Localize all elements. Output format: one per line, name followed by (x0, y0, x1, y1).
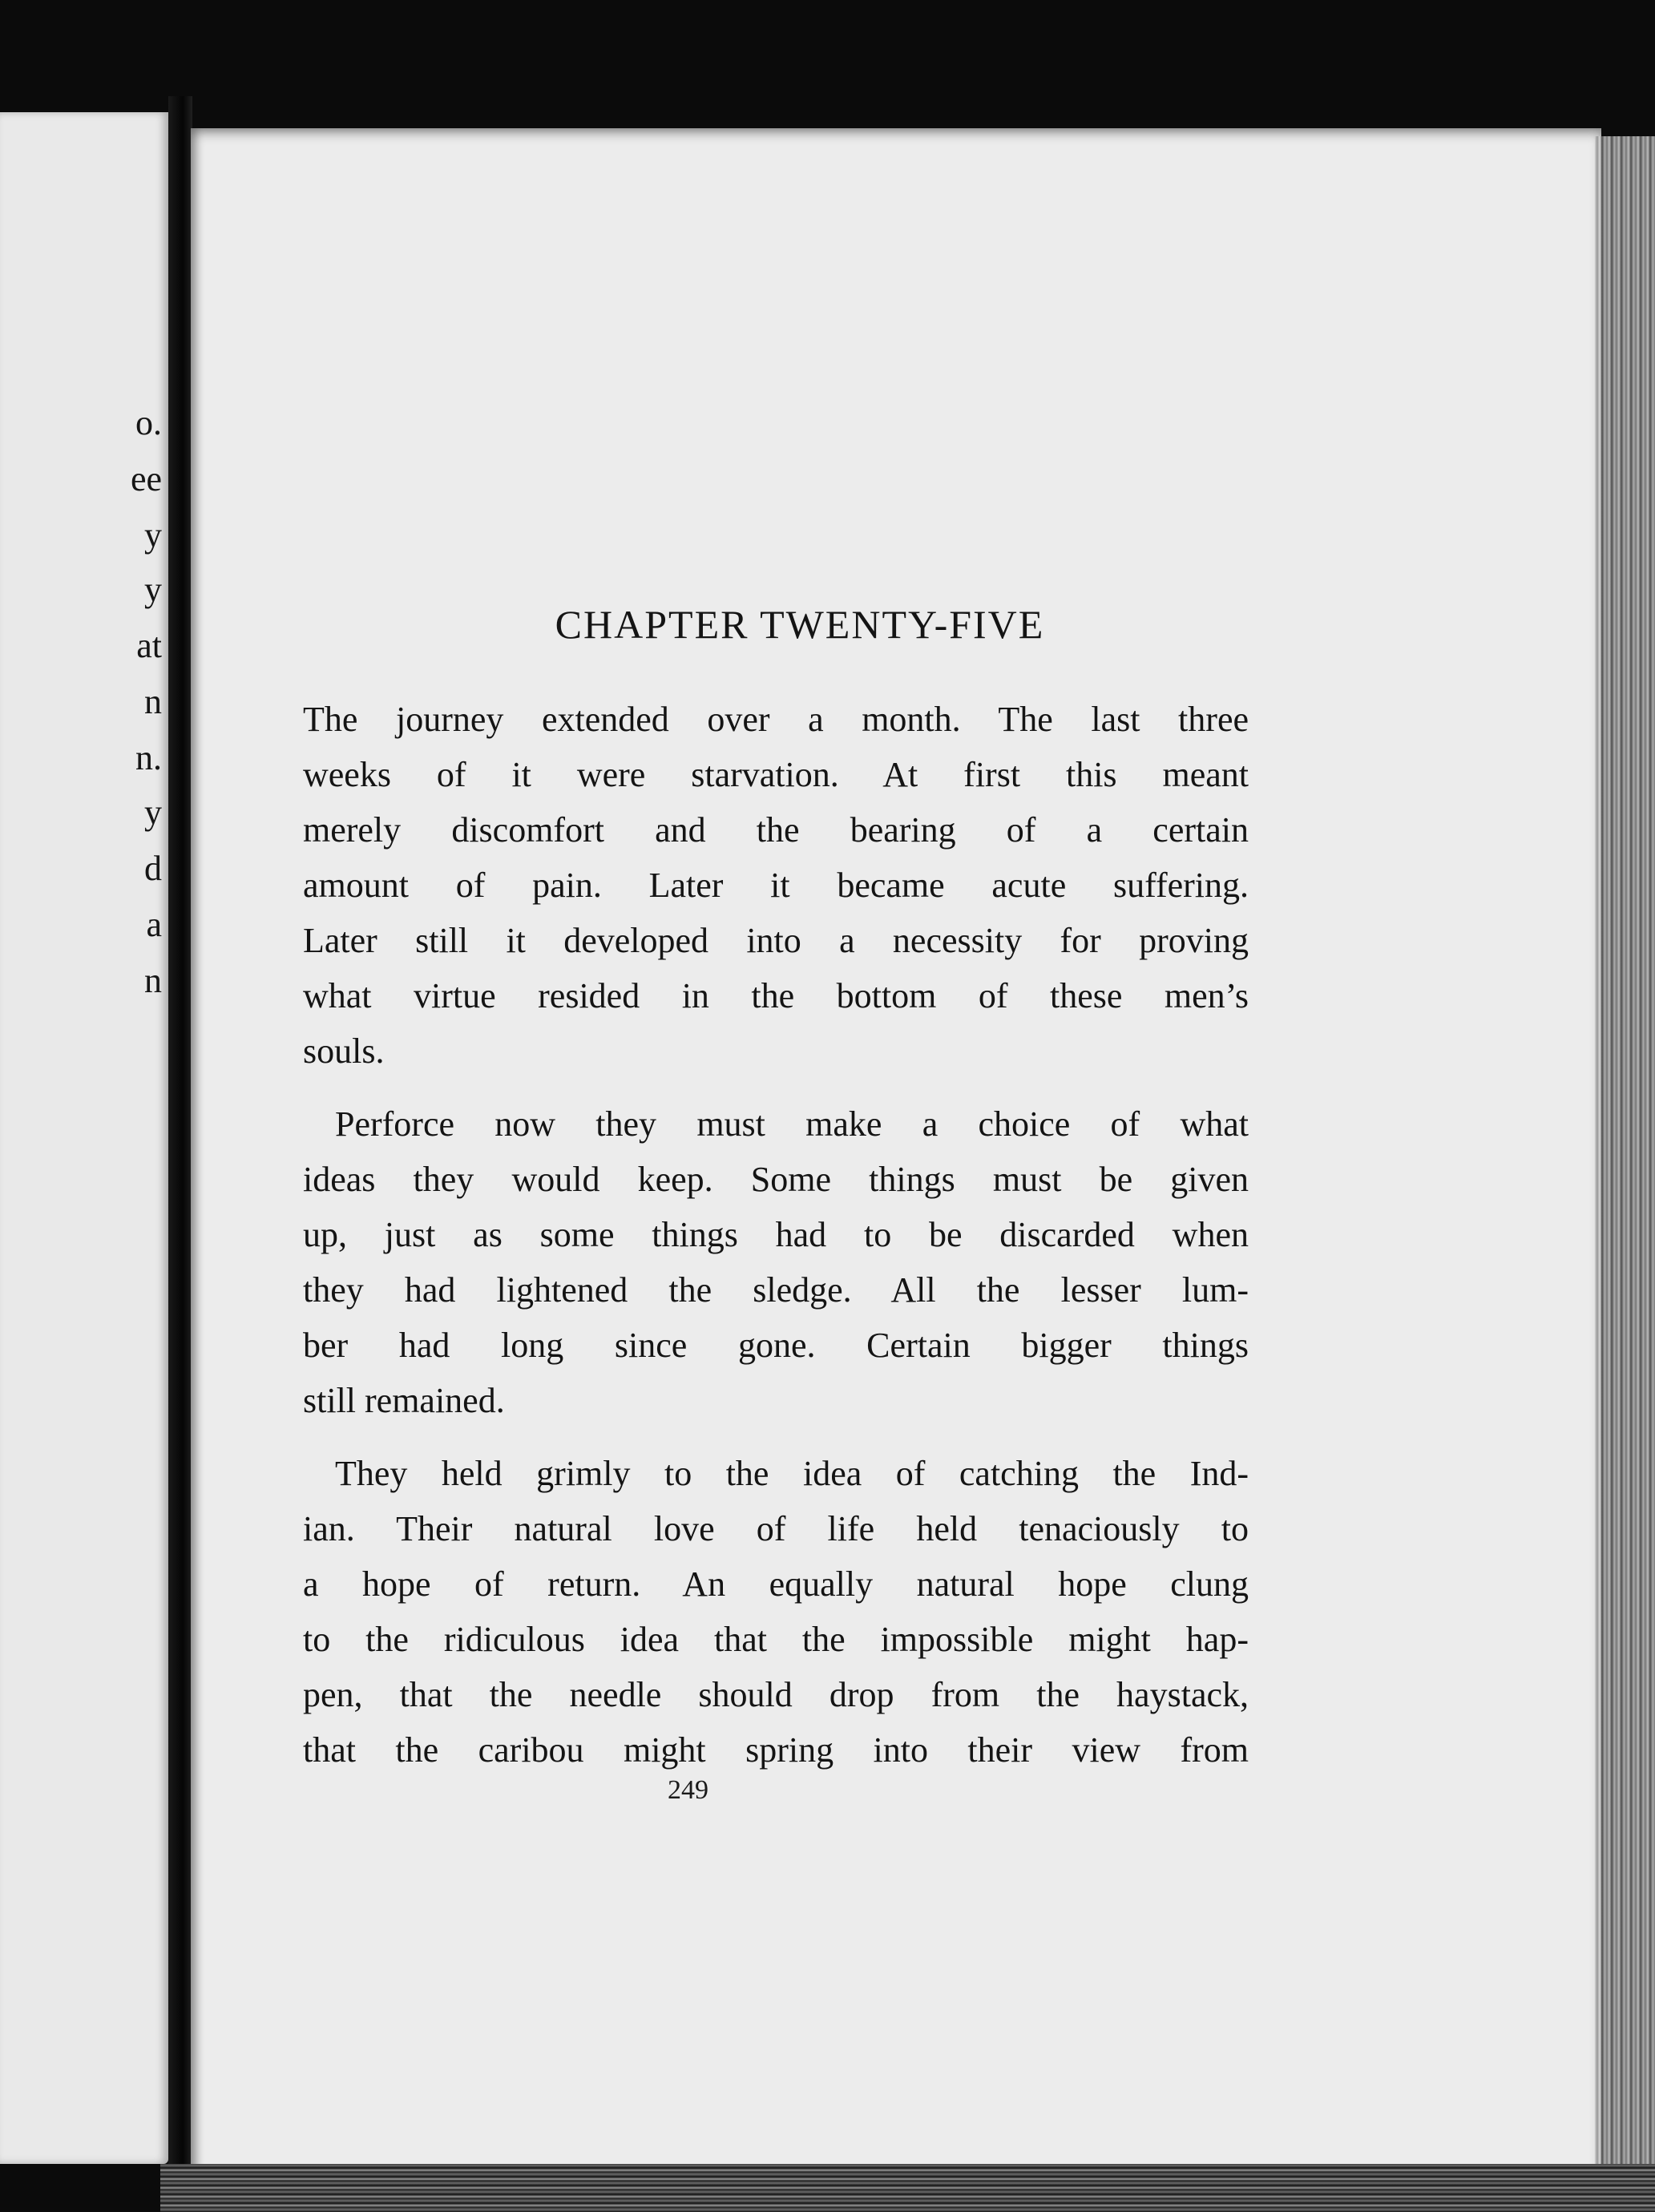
text-line: Later still it developed into a necessity for proving (303, 921, 1249, 960)
facing-page-fragment: y (144, 793, 162, 832)
text-line: to the ridiculous idea that the impossible might hap- (303, 1620, 1249, 1659)
book-gutter (168, 96, 192, 2180)
page-text-block (303, 601, 1249, 1795)
text-line: ber had long since gone. Certain bigger things (303, 1326, 1249, 1365)
page-edges-right (1595, 136, 1655, 2188)
page-edges-bottom (160, 2164, 1655, 2212)
facing-page-left (0, 112, 168, 2164)
text-line: Perforce now they must make a choice of what (335, 1104, 1249, 1144)
text-line: they had lightened the sledge. All the lesser lum- (303, 1270, 1249, 1310)
text-line: still remained. (303, 1381, 505, 1420)
text-line: ideas they would keep. Some things must be given (303, 1160, 1249, 1199)
paragraph (303, 692, 1249, 1079)
facing-page-fragment: d (144, 849, 162, 888)
text-line: a hope of return. An equally natural hope clung (303, 1564, 1249, 1604)
facing-page-fragment: a (146, 905, 162, 944)
facing-page-fragment: n (144, 682, 162, 721)
text-line: amount of pain. Later it became acute suffering. (303, 866, 1249, 905)
paragraph (303, 1096, 1249, 1428)
facing-page-fragment: n. (135, 738, 162, 777)
text-line: what virtue resided in the bottom of these men’s (303, 976, 1249, 1015)
facing-page-fragment: o. (135, 403, 162, 442)
text-line: souls. (303, 1031, 385, 1071)
facing-page-fragment: y (144, 570, 162, 609)
text-line: ian. Their natural love of life held tenaciously to (303, 1509, 1249, 1548)
paragraph (303, 1446, 1249, 1778)
facing-page-fragment: ee (130, 459, 162, 499)
text-line: weeks of it were starvation. At first this meant (303, 755, 1249, 794)
text-line: that the caribou might spring into their view from (303, 1730, 1249, 1770)
book-page (191, 128, 1601, 2180)
text-line: merely discomfort and the bearing of a certain (303, 810, 1249, 850)
text-line: up, just as some things had to be discarded when (303, 1215, 1249, 1254)
chapter-title: CHAPTER TWENTY-FIVE (555, 602, 1045, 647)
text-line: pen, that the needle should drop from the haystack, (303, 1675, 1249, 1714)
text-line: They held grimly to the idea of catching the Ind- (335, 1454, 1249, 1493)
text-line: The journey extended over a month. The last three (303, 700, 1249, 739)
facing-page-fragment: y (144, 515, 162, 555)
facing-page-fragment: at (136, 626, 162, 665)
facing-page-fragment: n (144, 961, 162, 1000)
page-number: 249 (668, 1775, 708, 1805)
